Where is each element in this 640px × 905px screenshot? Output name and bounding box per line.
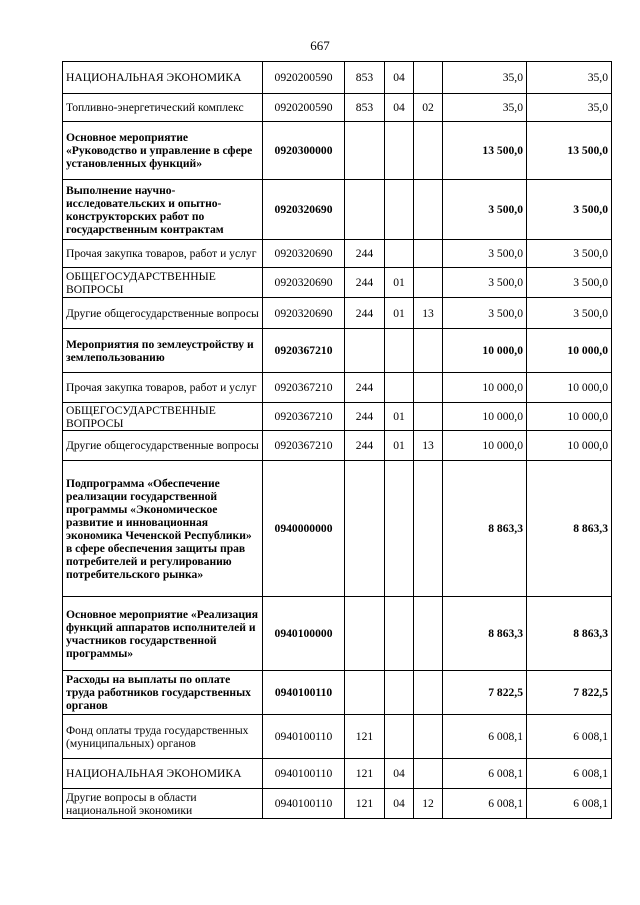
row-pr-code: 13 [414, 298, 443, 329]
row-sum-1: 10 000,0 [443, 373, 527, 403]
row-sum-1: 6 008,1 [443, 789, 527, 819]
row-csr-code: 0920367210 [263, 329, 345, 373]
row-sum-2: 3 500,0 [527, 298, 612, 329]
row-sum-1: 3 500,0 [443, 180, 527, 240]
row-csr-code: 0920300000 [263, 122, 345, 180]
budget-table [62, 61, 612, 819]
row-pr-code [414, 373, 443, 403]
row-sum-2: 7 822,5 [527, 671, 612, 715]
row-name: Другие общегосударственные вопросы [63, 431, 263, 461]
page-number: 667 [310, 38, 330, 53]
row-name: Расходы на выплаты по оплате труда работников государственных органов [63, 671, 263, 715]
row-vr-code: 244 [345, 403, 385, 431]
row-vr-code [345, 122, 385, 180]
row-pr-code [414, 240, 443, 268]
row-name: ОБЩЕГОСУДАРСТВЕННЫЕ ВОПРОСЫ [63, 403, 263, 431]
row-name: Топливно-энергетический комплекс [63, 94, 263, 122]
row-pr-code [414, 671, 443, 715]
row-csr-code: 0940000000 [263, 461, 345, 597]
row-name: Другие общегосударственные вопросы [63, 298, 263, 329]
table-row [63, 671, 612, 715]
row-name: Другие вопросы в области национальной экономики [63, 789, 263, 819]
row-csr-code: 0940100000 [263, 597, 345, 671]
row-rz-code: 04 [385, 789, 414, 819]
row-rz-code [385, 329, 414, 373]
row-csr-code: 0920320690 [263, 180, 345, 240]
row-csr-code: 0940100110 [263, 671, 345, 715]
row-rz-code: 04 [385, 62, 414, 94]
row-vr-code: 121 [345, 789, 385, 819]
row-sum-2: 10 000,0 [527, 403, 612, 431]
row-sum-2: 3 500,0 [527, 180, 612, 240]
row-sum-1: 10 000,0 [443, 329, 527, 373]
row-sum-1: 35,0 [443, 62, 527, 94]
row-sum-2: 10 000,0 [527, 329, 612, 373]
row-sum-1: 3 500,0 [443, 298, 527, 329]
row-name: Основное мероприятие «Руководство и управление в сфере установленных функций» [63, 122, 263, 180]
row-sum-2: 6 008,1 [527, 789, 612, 819]
row-csr-code: 0920367210 [263, 403, 345, 431]
table-row [63, 461, 612, 597]
row-csr-code: 0920367210 [263, 431, 345, 461]
row-pr-code [414, 597, 443, 671]
row-rz-code [385, 240, 414, 268]
row-csr-code: 0920200590 [263, 62, 345, 94]
row-name: НАЦИОНАЛЬНАЯ ЭКОНОМИКА [63, 759, 263, 789]
row-pr-code [414, 715, 443, 759]
row-sum-2: 3 500,0 [527, 268, 612, 298]
table-row [63, 597, 612, 671]
table-row [63, 94, 612, 122]
row-rz-code: 01 [385, 268, 414, 298]
row-sum-1: 13 500,0 [443, 122, 527, 180]
row-sum-2: 6 008,1 [527, 715, 612, 759]
row-pr-code [414, 403, 443, 431]
row-pr-code [414, 759, 443, 789]
row-sum-2: 8 863,3 [527, 461, 612, 597]
table-row [63, 298, 612, 329]
row-sum-1: 3 500,0 [443, 240, 527, 268]
row-csr-code: 0920200590 [263, 94, 345, 122]
row-pr-code [414, 180, 443, 240]
row-csr-code: 0920320690 [263, 268, 345, 298]
row-vr-code [345, 597, 385, 671]
row-vr-code: 853 [345, 94, 385, 122]
row-name: Мероприятия по землеустройству и землепользованию [63, 329, 263, 373]
row-name: Выполнение научно-исследовательских и опытно-конструкторских работ по государственным контрактам [63, 180, 263, 240]
row-sum-2: 8 863,3 [527, 597, 612, 671]
table-row [63, 62, 612, 94]
row-sum-2: 10 000,0 [527, 431, 612, 461]
row-name: Прочая закупка товаров, работ и услуг [63, 240, 263, 268]
row-vr-code: 121 [345, 715, 385, 759]
table-row [63, 715, 612, 759]
row-vr-code: 244 [345, 298, 385, 329]
row-sum-1: 8 863,3 [443, 597, 527, 671]
table-row [63, 431, 612, 461]
row-rz-code: 01 [385, 298, 414, 329]
row-rz-code [385, 671, 414, 715]
row-vr-code [345, 671, 385, 715]
row-vr-code: 244 [345, 431, 385, 461]
row-vr-code [345, 461, 385, 597]
row-pr-code [414, 329, 443, 373]
table-row [63, 268, 612, 298]
table-row [63, 373, 612, 403]
row-pr-code [414, 122, 443, 180]
table-row [63, 122, 612, 180]
row-pr-code [414, 268, 443, 298]
row-rz-code [385, 180, 414, 240]
row-csr-code: 0940100110 [263, 715, 345, 759]
row-pr-code: 12 [414, 789, 443, 819]
row-vr-code: 244 [345, 240, 385, 268]
row-rz-code [385, 715, 414, 759]
row-sum-2: 35,0 [527, 94, 612, 122]
row-vr-code: 244 [345, 268, 385, 298]
row-vr-code: 853 [345, 62, 385, 94]
table-row [63, 789, 612, 819]
row-name: НАЦИОНАЛЬНАЯ ЭКОНОМИКА [63, 62, 263, 94]
row-sum-2: 10 000,0 [527, 373, 612, 403]
row-sum-1: 35,0 [443, 94, 527, 122]
row-pr-code [414, 461, 443, 597]
row-sum-1: 8 863,3 [443, 461, 527, 597]
row-csr-code: 0940100110 [263, 759, 345, 789]
row-name: Прочая закупка товаров, работ и услуг [63, 373, 263, 403]
row-name: ОБЩЕГОСУДАРСТВЕННЫЕ ВОПРОСЫ [63, 268, 263, 298]
table-row [63, 759, 612, 789]
table-row [63, 403, 612, 431]
row-sum-1: 7 822,5 [443, 671, 527, 715]
row-sum-2: 6 008,1 [527, 759, 612, 789]
row-vr-code [345, 329, 385, 373]
row-sum-1: 3 500,0 [443, 268, 527, 298]
row-sum-2: 13 500,0 [527, 122, 612, 180]
row-vr-code [345, 180, 385, 240]
row-sum-2: 3 500,0 [527, 240, 612, 268]
row-rz-code: 04 [385, 759, 414, 789]
row-rz-code: 04 [385, 94, 414, 122]
row-vr-code: 244 [345, 373, 385, 403]
row-sum-2: 35,0 [527, 62, 612, 94]
row-name: Основное мероприятие «Реализация функций аппаратов исполнителей и участников государственной программы» [63, 597, 263, 671]
row-csr-code: 0920320690 [263, 298, 345, 329]
row-sum-1: 6 008,1 [443, 715, 527, 759]
row-pr-code [414, 62, 443, 94]
table-body [63, 62, 612, 819]
row-rz-code [385, 597, 414, 671]
row-sum-1: 10 000,0 [443, 403, 527, 431]
row-rz-code: 01 [385, 403, 414, 431]
row-vr-code: 121 [345, 759, 385, 789]
table-row [63, 329, 612, 373]
row-sum-1: 10 000,0 [443, 431, 527, 461]
row-csr-code: 0920367210 [263, 373, 345, 403]
row-name: Подпрограмма «Обеспечение реализации государственной программы «Экономическое развитие и инновационная экономика Чеченской Республики» в сфере обеспечения защиты прав потребителей и регулированию потребительского рынка» [63, 461, 263, 597]
row-rz-code [385, 122, 414, 180]
table-row [63, 240, 612, 268]
row-rz-code [385, 461, 414, 597]
row-csr-code: 0920320690 [263, 240, 345, 268]
row-sum-1: 6 008,1 [443, 759, 527, 789]
row-pr-code: 13 [414, 431, 443, 461]
row-name: Фонд оплаты труда государственных (муниципальных) органов [63, 715, 263, 759]
row-csr-code: 0940100110 [263, 789, 345, 819]
table-row [63, 180, 612, 240]
row-rz-code: 01 [385, 431, 414, 461]
row-pr-code: 02 [414, 94, 443, 122]
row-rz-code [385, 373, 414, 403]
